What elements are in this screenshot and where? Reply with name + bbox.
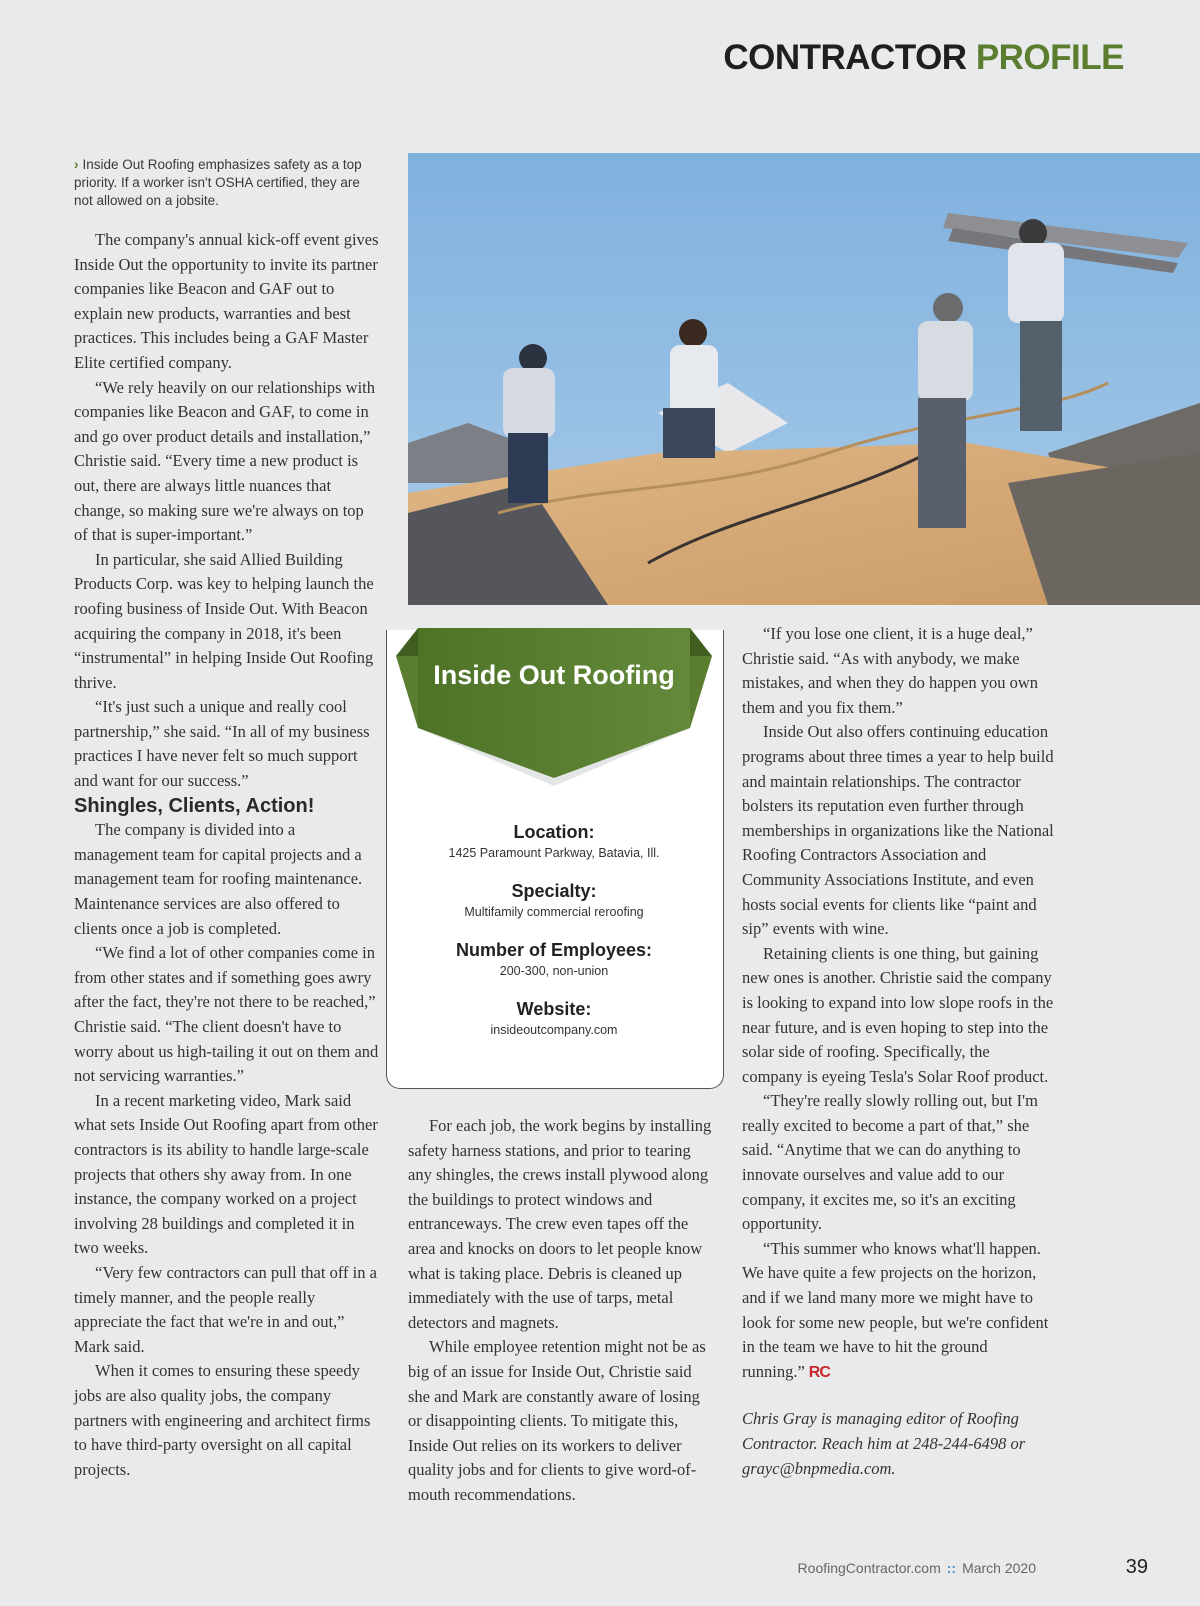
section-header-word-2: PROFILE — [975, 38, 1124, 77]
paragraph — [742, 1237, 1054, 1386]
paragraph: For each job, the work begins by installing safety harness stations, and prior to tearing any shingles, the crews install plywood along the buildings to protect windows and entranceways. The crew even tapes off the area and knocks on doors to let people know what is taking place. Debris is cleaned up immediately with the use of tarps, metal detectors and magnets. — [408, 1116, 712, 1332]
paragraph: In a recent marketing video, Mark said what sets Inside Out Roofing apart from other contractors is its ability to handle large-scale projects that others shy away from. In one instance, the company worked on a project involving 28 buildings and completed it in two weeks. — [74, 1090, 378, 1258]
page-number: 39 — [1125, 1556, 1148, 1578]
profile-facts — [386, 822, 722, 1058]
paragraph: “We rely heavily on our relationships with companies like Beacon and GAF, to come in and go over product details and installation,” Christie said. “Every time a new product is out, there are always little nuances that change, so making sure we're always on top of that is super-important.” — [74, 377, 376, 545]
paragraph: When it comes to ensuring these speedy jobs are also quality jobs, the company partners with engineering and architect firms to have third-party oversight on all capital projects. — [74, 1361, 371, 1479]
caption-text: Inside Out Roofing emphasizes safety as a top priority. If a worker isn't OSHA certified, they are not allowed on a jobsite. — [74, 157, 362, 208]
website-value: insideoutcompany.com — [490, 1023, 618, 1037]
paragraph: In particular, she said Allied Building Products Corp. was key to helping launch the roofing business of Inside Out. With Beacon acquiring the company in 2018, it's been “instrumental” in helping Inside Out Roofing thrive. — [74, 549, 374, 692]
left-column — [74, 228, 380, 1482]
location-label: Location: — [513, 822, 595, 842]
website-label: Website: — [516, 999, 592, 1019]
right-column — [742, 622, 1054, 1481]
author-bio: Chris Gray is managing editor of Roofing Contractor. Reach him at 248-244-6498 or grayc@bnpmedia.com. — [742, 1409, 1026, 1478]
footer-site-info — [798, 1560, 1036, 1576]
footer-site: RoofingContractor.com — [797, 1560, 941, 1576]
paragraph: “We find a lot of other companies come in from other states and if something goes awry after the fact, they're not there to be reached,” Christie said. “The client doesn't have to worry about us high-tailing it out on them and not servicing warranties.” — [74, 943, 379, 1086]
paragraph: Retaining clients is one thing, but gaining new ones is another. Christie said the company is looking to expand into low slope roofs in the near future, and is even hoping to step into the solar side of roofing. Specifically, the company is eyeing Tesla's Solar Roof product. — [742, 943, 1054, 1086]
section-header — [723, 38, 1124, 78]
footer-date: March 2020 — [962, 1560, 1036, 1576]
location-value: 1425 Paramount Parkway, Batavia, Ill. — [448, 846, 660, 860]
roofers-photo — [408, 153, 1200, 605]
employees-label: Number of Employees: — [455, 940, 653, 960]
specialty-value: Multifamily commercial reroofing — [464, 905, 644, 919]
paragraph: The company's annual kick-off event gives Inside Out the opportunity to invite its partner companies like Beacon and GAF out to explain new products, warranties and best practices. This includes being a GAF Master Elite certified company. — [74, 230, 379, 372]
paragraph: “They're really slowly rolling out, but I'm really excited to become a part of that,” she said. “Anytime that we can do anything to innovate ourselves and value add to our company, it excites me, so it's an exciting opportunity. — [742, 1091, 1038, 1234]
specialty-label: Specialty: — [511, 881, 597, 901]
footer-separator: :: — [946, 1560, 957, 1576]
closing-text: “This summer who knows what'll happen. We have quite a few projects on the horizon, and if we land many more we might have to look for some new people, but we're confident in the team we have to hit the ground running.” — [742, 1238, 1049, 1381]
rc-end-mark: RC — [808, 1363, 830, 1381]
photo-caption — [74, 156, 374, 210]
caption-arrow-icon: › — [74, 157, 79, 172]
paragraph: While employee retention might not be as big of an issue for Inside Out, Christie said she and Mark are constantly aware of losing or disappointing clients. To mitigate this, Inside Out relies on its workers to deliver quality jobs and for clients to give word-of-mouth recommendations. — [408, 1337, 706, 1504]
paragraph: “It's just such a unique and really cool partnership,” she said. “In all of my business practices I have never felt so much support and want for our success.” — [74, 697, 370, 791]
employees-value: 200-300, non-union — [499, 964, 609, 978]
section-header-word-1: CONTRACTOR — [723, 38, 967, 77]
paragraph: “Very few contractors can pull that off in a timely manner, and the people really appreciate the fact that we're in and out,” Mark said. — [74, 1262, 377, 1356]
profile-ribbon — [396, 628, 712, 790]
paragraph: The company is divided into a management team for capital projects and a management team for roofing maintenance. Maintenance services are also offered to clients once a job is completed. — [74, 820, 363, 938]
paragraph: Inside Out also offers continuing education programs about three times a year to help build and maintain relationships. The contractor bolsters its reputation even further through memberships in organizations like the National Roofing Contractors Association and Community Associations Institute, and even hosts social events for clients like “paint and sip” events with wine. — [742, 722, 1054, 939]
middle-column — [408, 1114, 714, 1508]
profile-title: Inside Out Roofing — [433, 660, 675, 690]
paragraph: “If you lose one client, it is a huge deal,” Christie said. “As with anybody, we make mistakes, and when they do happen you own them and you fix them.” — [742, 624, 1039, 717]
subheading: Shingles, Clients, Action! — [74, 794, 315, 817]
